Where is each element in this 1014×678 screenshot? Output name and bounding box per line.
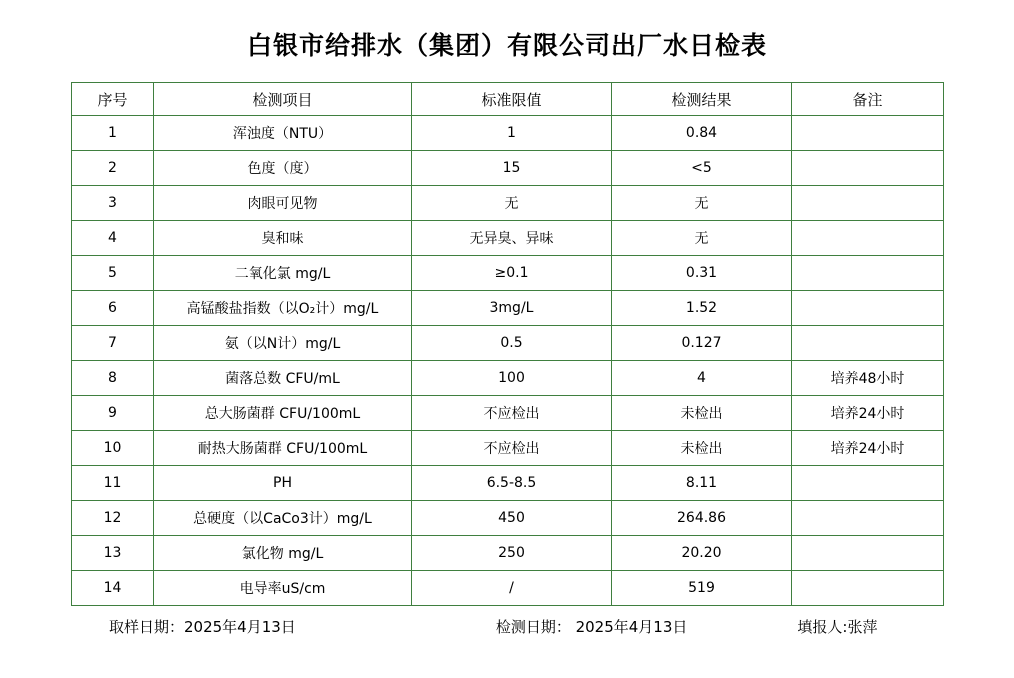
cell-note	[792, 151, 944, 186]
cell-item: 氯化物 mg/L	[154, 536, 412, 571]
cell-note: 培养24小时	[792, 396, 944, 431]
cell-item: 总硬度（以CaCo3计）mg/L	[154, 501, 412, 536]
cell-item: 浑浊度（NTU）	[154, 116, 412, 151]
cell-result: 1.52	[612, 291, 792, 326]
cell-result: 20.20	[612, 536, 792, 571]
table-row	[72, 221, 944, 256]
cell-no: 11	[72, 466, 154, 501]
table-row	[72, 571, 944, 606]
cell-item: PH	[154, 466, 412, 501]
cell-note: 培养24小时	[792, 431, 944, 466]
cell-no: 14	[72, 571, 154, 606]
cell-limit: 不应检出	[412, 396, 612, 431]
cell-limit: 3mg/L	[412, 291, 612, 326]
cell-result: 0.84	[612, 116, 792, 151]
cell-item: 氨（以N计）mg/L	[154, 326, 412, 361]
cell-result: 未检出	[612, 396, 792, 431]
cell-no: 7	[72, 326, 154, 361]
cell-limit: 无异臭、异味	[412, 221, 612, 256]
cell-item: 高锰酸盐指数（以O₂计）mg/L	[154, 291, 412, 326]
column-header-no: 序号	[72, 83, 154, 116]
cell-no: 5	[72, 256, 154, 291]
table-row	[72, 501, 944, 536]
cell-note: 培养48小时	[792, 361, 944, 396]
table-header-row	[72, 83, 944, 116]
cell-note	[792, 326, 944, 361]
cell-item: 电导率uS/cm	[154, 571, 412, 606]
cell-result: 264.86	[612, 501, 792, 536]
column-header-item: 检测项目	[154, 83, 412, 116]
report-table-container	[71, 82, 943, 606]
sample-date-label: 取样日期：2025年4月13日	[109, 618, 296, 636]
column-header-limit: 标准限值	[412, 83, 612, 116]
table-header	[72, 83, 944, 116]
table-row	[72, 256, 944, 291]
cell-note	[792, 116, 944, 151]
cell-limit: 100	[412, 361, 612, 396]
cell-no: 13	[72, 536, 154, 571]
cell-note	[792, 466, 944, 501]
table-row	[72, 116, 944, 151]
cell-item: 菌落总数 CFU/mL	[154, 361, 412, 396]
cell-item: 二氧化氯 mg/L	[154, 256, 412, 291]
cell-result: <5	[612, 151, 792, 186]
table-row	[72, 396, 944, 431]
cell-result: 无	[612, 186, 792, 221]
cell-result: 0.127	[612, 326, 792, 361]
table-row	[72, 326, 944, 361]
cell-note	[792, 536, 944, 571]
page-title: 白银市给排水（集团）有限公司出厂水日检表	[246, 31, 767, 60]
cell-item: 总大肠菌群 CFU/100mL	[154, 396, 412, 431]
filler-label: 填报人:张萍	[797, 618, 878, 636]
cell-item: 耐热大肠菌群 CFU/100mL	[154, 431, 412, 466]
cell-limit: 6.5-8.5	[412, 466, 612, 501]
test-date-label: 检测日期： 2025年4月13日	[495, 618, 688, 636]
table-row	[72, 291, 944, 326]
cell-note	[792, 571, 944, 606]
cell-limit: 0.5	[412, 326, 612, 361]
document-page	[0, 26, 1014, 678]
table-row	[72, 361, 944, 396]
cell-limit: 不应检出	[412, 431, 612, 466]
cell-limit: 1	[412, 116, 612, 151]
table-row	[72, 536, 944, 571]
cell-result: 8.11	[612, 466, 792, 501]
table-body	[72, 116, 944, 606]
cell-result: 519	[612, 571, 792, 606]
table-row	[72, 186, 944, 221]
cell-note	[792, 256, 944, 291]
cell-note	[792, 221, 944, 256]
cell-no: 12	[72, 501, 154, 536]
cell-result: 4	[612, 361, 792, 396]
cell-limit: 450	[412, 501, 612, 536]
cell-limit: 无	[412, 186, 612, 221]
table-row	[72, 151, 944, 186]
cell-no: 2	[72, 151, 154, 186]
cell-item: 色度（度）	[154, 151, 412, 186]
cell-no: 4	[72, 221, 154, 256]
cell-note	[792, 501, 944, 536]
cell-no: 3	[72, 186, 154, 221]
cell-result: 未检出	[612, 431, 792, 466]
cell-limit: /	[412, 571, 612, 606]
cell-item: 臭和味	[154, 221, 412, 256]
cell-item: 肉眼可见物	[154, 186, 412, 221]
footer	[57, 616, 957, 637]
cell-result: 0.31	[612, 256, 792, 291]
cell-no: 1	[72, 116, 154, 151]
table-row	[72, 466, 944, 501]
cell-limit: 15	[412, 151, 612, 186]
cell-no: 6	[72, 291, 154, 326]
cell-limit: ≥0.1	[412, 256, 612, 291]
table-row	[72, 431, 944, 466]
cell-result: 无	[612, 221, 792, 256]
column-header-result: 检测结果	[612, 83, 792, 116]
column-header-note: 备注	[792, 83, 944, 116]
water-quality-table	[71, 82, 944, 606]
cell-no: 8	[72, 361, 154, 396]
cell-limit: 250	[412, 536, 612, 571]
cell-note	[792, 186, 944, 221]
cell-note	[792, 291, 944, 326]
cell-no: 9	[72, 396, 154, 431]
cell-no: 10	[72, 431, 154, 466]
